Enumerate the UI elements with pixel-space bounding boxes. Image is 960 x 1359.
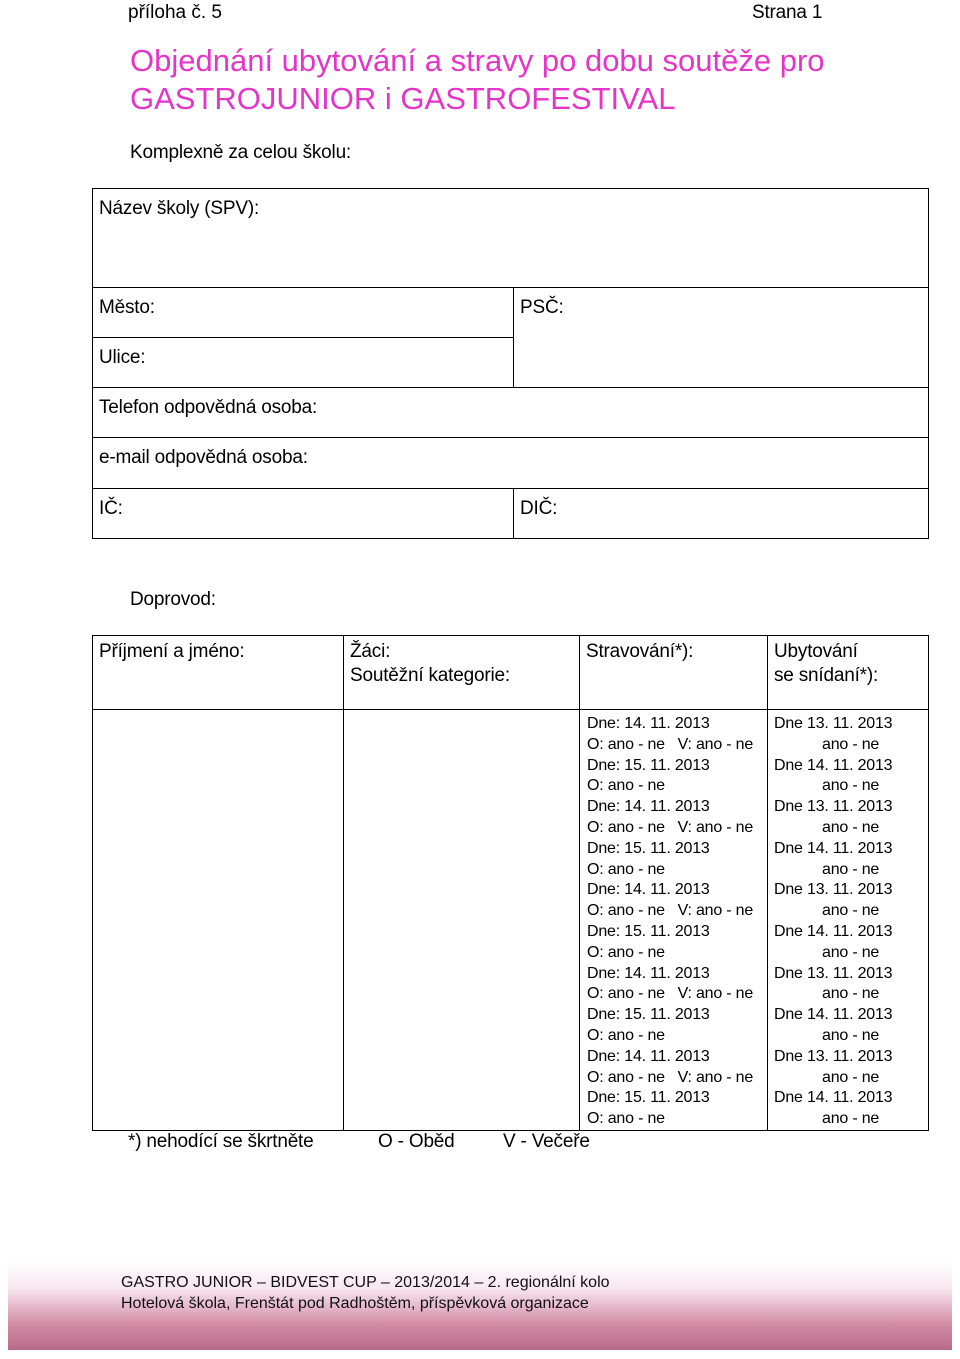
page-number: Strana 1 xyxy=(752,2,823,23)
school-name-label: Název školy (SPV): xyxy=(99,198,260,219)
name-input-cell[interactable] xyxy=(93,710,344,1131)
school-name-field[interactable] xyxy=(93,189,929,288)
phone-field[interactable] xyxy=(93,388,929,438)
email-label: e-mail odpovědná osoba: xyxy=(99,447,308,468)
escort-heading: Doprovod: xyxy=(130,589,216,610)
zip-field[interactable] xyxy=(514,288,929,388)
footer-line-2: Hotelová škola, Frenštát pod Radhoštěm, příspěvková organizace xyxy=(121,1295,589,1312)
zip-label: PSČ: xyxy=(520,297,564,318)
dic-label: DIČ: xyxy=(520,498,558,519)
lodging-options-cell[interactable]: Dne 13. 11. 2013 ano - ne Dne 14. 11. 2013 ano - ne Dne 13. 11. 2013 ano - ne Dne 14. 11. 2013 ano - ne Dne 13. 11. 2013 ano - ne Dne 14. 11. 2013 ano - ne Dne 13. 11. 2013 ano - ne Dne 14. 11. 2013 ano - ne Dne 13. 11. 2013 ano - ne Dne 14. 11. 2013 ano - ne xyxy=(768,710,929,1131)
page-title: Objednání ubytování a stravy po dobu soutěže pro GASTROJUNIOR i GASTROFESTIVAL xyxy=(130,43,825,116)
subtitle: Komplexně za celou školu: xyxy=(130,142,352,163)
city-label: Město: xyxy=(99,297,155,318)
street-field[interactable] xyxy=(93,338,514,388)
dic-field[interactable] xyxy=(514,489,929,539)
strike-note: *) nehodící se škrtněte xyxy=(128,1131,314,1152)
escort-table xyxy=(92,635,929,1131)
footer-line-1: GASTRO JUNIOR – BIDVEST CUP – 2013/2014 – 2. regionální kolo xyxy=(121,1274,610,1291)
footer xyxy=(121,1272,610,1314)
header-lodging: Ubytování se snídaní*): xyxy=(768,636,929,710)
header-meals: Stravování*): xyxy=(580,636,768,710)
street-label: Ulice: xyxy=(99,347,146,368)
category-input-cell[interactable] xyxy=(344,710,580,1131)
header-name: Příjmení a jméno: xyxy=(93,636,344,710)
school-info-form xyxy=(92,188,929,539)
email-field[interactable] xyxy=(93,438,929,489)
phone-label: Telefon odpovědná osoba: xyxy=(99,397,318,418)
lunch-legend: O - Oběd xyxy=(378,1131,455,1152)
dinner-legend: V - Večeře xyxy=(503,1131,590,1152)
ic-label: IČ: xyxy=(99,498,123,519)
city-field[interactable] xyxy=(93,288,514,338)
ic-field[interactable] xyxy=(93,489,514,539)
header-pupils: Žáci: Soutěžní kategorie: xyxy=(344,636,580,710)
annex-label: příloha č. 5 xyxy=(128,2,222,23)
meals-options-cell[interactable]: Dne: 14. 11. 2013 O: ano - ne V: ano - ne Dne: 15. 11. 2013 O: ano - ne Dne: 14. 11. 2013 O: ano - ne V: ano - ne Dne: 15. 11. 2013 O: ano - ne Dne: 14. 11. 2013 O: ano - ne V: ano - ne Dne: 15. 11. 2013 O: ano - ne Dne: 14. 11. 2013 O: ano - ne V: ano - ne Dne: 15. 11. 2013 O: ano - ne Dne: 14. 11. 2013 O: ano - ne V: ano - ne Dne: 15. 11. 2013 O: ano - ne xyxy=(580,710,768,1131)
